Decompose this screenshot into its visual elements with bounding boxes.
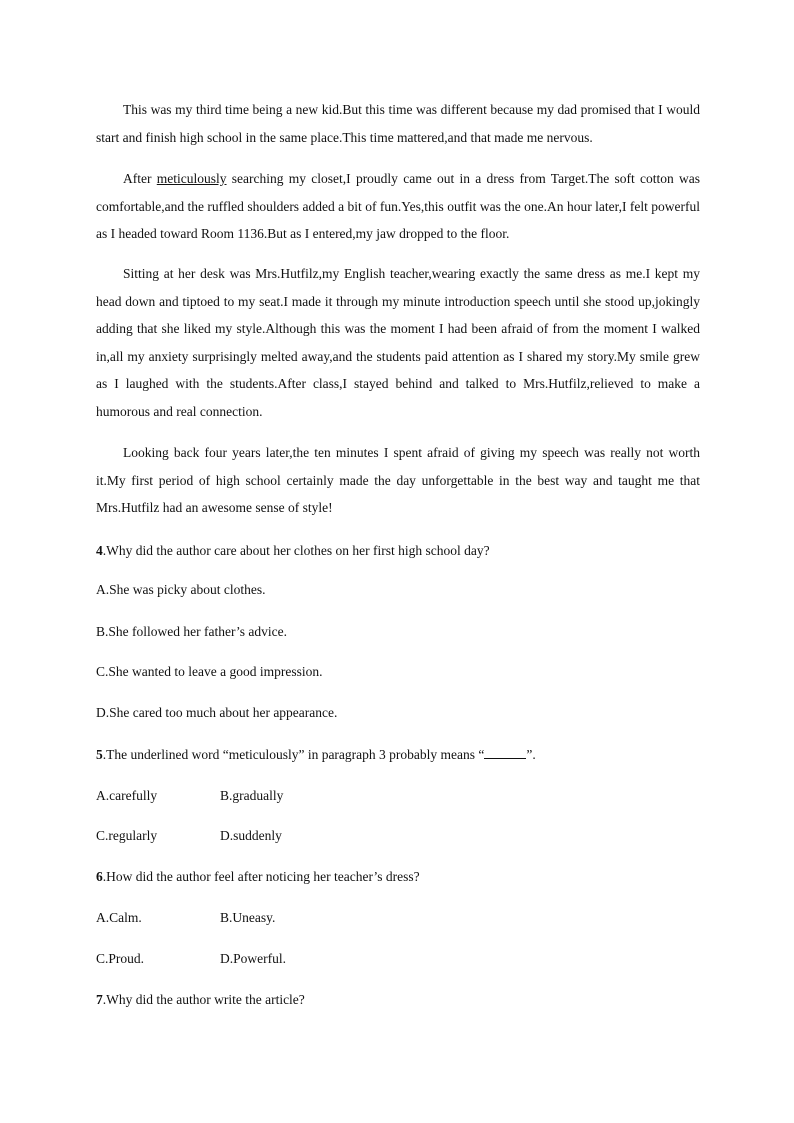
question-text: .The underlined word “meticulously” in paragraph 3 probably means “	[102, 747, 485, 762]
question-6-option-c	[96, 949, 144, 969]
question-text: .Why did the author care about her clothes on her first high school day?	[102, 543, 490, 558]
paragraph-4-text: Looking back four years later,the ten minutes I spent afraid of giving my speech was really not worth it.My first period of high school certainly made the day unforgettable in the best way and taught me that Mrs.Hutfilz had an awesome sense of style!	[96, 445, 700, 515]
question-text: .How did the author feel after noticing her teacher’s dress?	[102, 869, 420, 884]
option-a: A.Calm.	[96, 910, 142, 925]
passage-paragraph-4	[96, 439, 700, 522]
question-6-option-a	[96, 908, 142, 928]
question-5	[96, 745, 536, 765]
option-text: B.She followed her father’s advice.	[96, 624, 287, 639]
question-text-end: ”.	[526, 747, 536, 762]
question-5-option-d	[220, 826, 282, 846]
question-7	[96, 990, 305, 1010]
question-number: 5	[96, 747, 103, 762]
underlined-word: meticulously	[156, 171, 227, 186]
question-4-option-c	[96, 662, 322, 682]
passage-paragraph-2	[96, 165, 700, 248]
answer-blank	[484, 745, 526, 759]
paragraph-2-text: searching my closet,I proudly came out in a dress from Target.The soft cotton was comfortable,and the ruffled shoulders added a bit of fun.Yes,this outfit was the one.An hour later,I felt powerful as I headed toward Room 1136.But as I entered,my jaw dropped to the floor.	[96, 171, 701, 241]
question-4	[96, 541, 490, 561]
passage-paragraph-1	[96, 96, 700, 151]
option-c: C.regularly	[96, 828, 158, 843]
option-text: A.She was picky about clothes.	[96, 582, 266, 597]
passage-paragraph-3	[96, 260, 700, 425]
option-d: D.suddenly	[220, 828, 282, 843]
option-text: D.She cared too much about her appearance.	[96, 705, 338, 720]
option-d: D.Powerful.	[220, 951, 286, 966]
question-6-option-d	[220, 949, 286, 969]
question-5-option-c	[96, 826, 157, 846]
question-4-option-d	[96, 703, 337, 723]
question-4-option-b	[96, 622, 287, 642]
question-number: 4	[96, 543, 103, 558]
paragraph-2-lead: After	[123, 171, 157, 186]
paragraph-1-text: This was my third time being a new kid.But this time was different because my dad promised that I would start and finish high school in the same place.This time mattered,and that made me nervous.	[96, 102, 700, 145]
option-a: A.carefully	[96, 788, 158, 803]
question-6	[96, 867, 420, 887]
option-b: B.Uneasy.	[220, 910, 276, 925]
question-number: 7	[96, 992, 103, 1007]
option-text: C.She wanted to leave a good impression.	[96, 664, 323, 679]
question-text: .Why did the author write the article?	[102, 992, 305, 1007]
question-number: 6	[96, 869, 103, 884]
option-c: C.Proud.	[96, 951, 145, 966]
question-5-option-b	[220, 786, 283, 806]
paragraph-3-text: Sitting at her desk was Mrs.Hutfilz,my English teacher,wearing exactly the same dress as me.I kept my head down and tiptoed to my seat.I made it through my minute introduction speech until she stood up,jokingly adding that she liked my style.Although this was the moment I had been afraid of from the moment I walked in,all my anxiety surprisingly melted away,and the students paid attention as I shared my story.My smile grew as I laughed with the students.After class,I stayed behind and talked to Mrs.Hutfilz,relieved to make a humorous and real connection.	[96, 266, 700, 419]
question-4-option-a	[96, 580, 265, 600]
option-b: B.gradually	[220, 788, 284, 803]
question-6-option-b	[220, 908, 275, 928]
